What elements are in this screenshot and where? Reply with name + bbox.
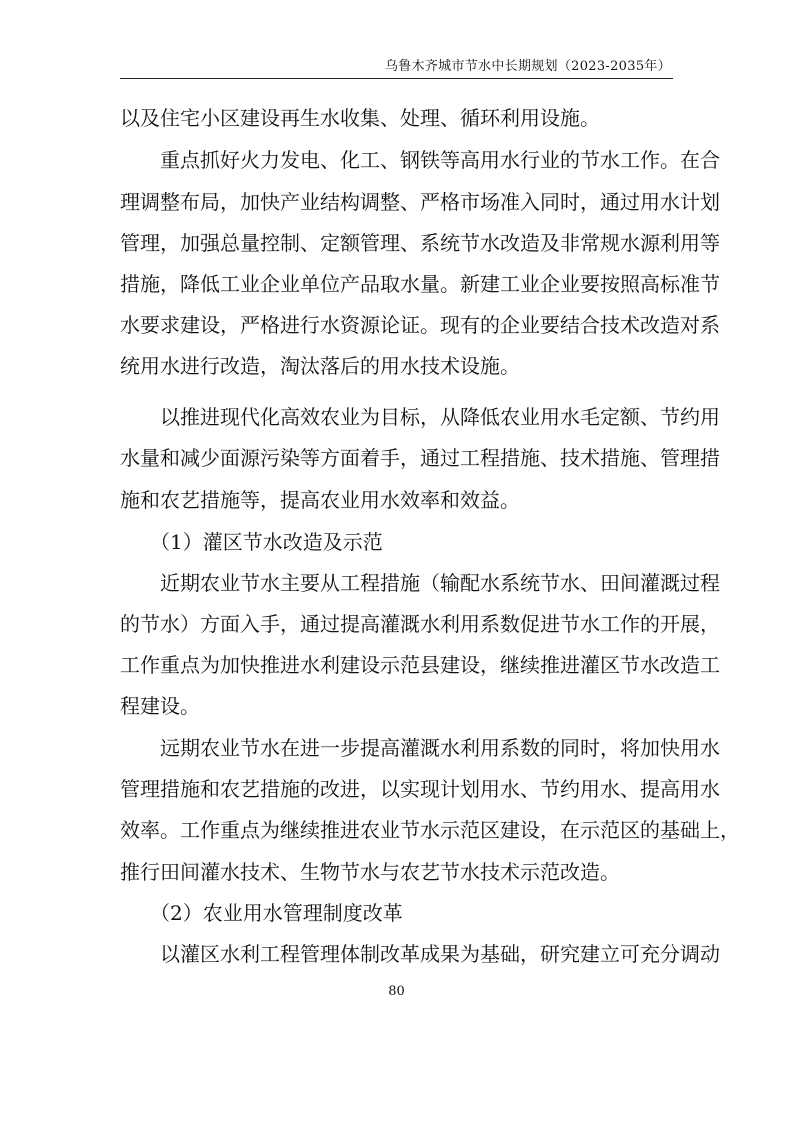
body-line-7: 统用水进行改造，淘汰落后的用水技术设施。 [120, 354, 520, 378]
body-line-19: 推行田间灌水技术、生物节水与农艺节水技术示范改造。 [120, 860, 620, 884]
body-line-12: 近期农业节水主要从工程措施（输配水系统节水、田间灌溉过程 [120, 571, 720, 595]
body-line-14: 工作重点为加快推进水利建设示范县建设，继续推进灌区节水改造工 [120, 653, 720, 677]
body-line-21: 以灌区水利工程管理体制改革成果为基础，研究建立可充分调动 [120, 942, 720, 966]
page-number: 80 [388, 984, 405, 999]
body-line-2: 重点抓好火力发电、化工、钢铁等高用水行业的节水工作。在合 [120, 148, 720, 172]
running-header-title: 乌鲁木齐城市节水中长期规划（2023-2035年） [384, 59, 671, 74]
section-heading-2: （2）农业用水管理制度改革 [120, 901, 403, 925]
body-line-3: 理调整布局，加快产业结构调整、严格市场准入同时，通过用水计划 [120, 190, 720, 214]
body-line-8: 以推进现代化高效农业为目标，从降低农业用水毛定额、节约用 [120, 405, 720, 429]
body-line-18: 效率。工作重点为继续推进农业节水示范区建设，在示范区的基础上， [120, 818, 740, 842]
body-line-17: 管理措施和农艺措施的改进，以实现计划用水、节约用水、提高用水 [120, 777, 720, 801]
body-line-6: 水要求建设，严格进行水资源论证。现有的企业要结合技术改造对系 [120, 313, 720, 337]
body-line-4: 管理，加强总量控制、定额管理、系统节水改造及非常规水源利用等 [120, 231, 720, 255]
section-heading-1: （1）灌区节水改造及示范 [120, 530, 383, 554]
body-line-15: 程建设。 [120, 694, 200, 718]
body-line-13: 的节水）方面入手，通过提高灌溉水利用系数促进节水工作的开展， [120, 612, 720, 636]
body-line-9: 水量和减少面源污染等方面着手，通过工程措施、技术措施、管理措 [120, 446, 720, 470]
body-line-16: 远期农业节水在进一步提高灌溉水利用系数的同时，将加快用水 [120, 736, 720, 760]
body-line-5: 措施，降低工业企业单位产品取水量。新建工业企业要按照高标准节 [120, 272, 720, 296]
header-divider [120, 78, 673, 79]
body-line-10: 施和农艺措施等，提高农业用水效率和效益。 [120, 488, 520, 512]
body-line-1: 以及住宅小区建设再生水收集、处理、循环利用设施。 [120, 106, 600, 130]
